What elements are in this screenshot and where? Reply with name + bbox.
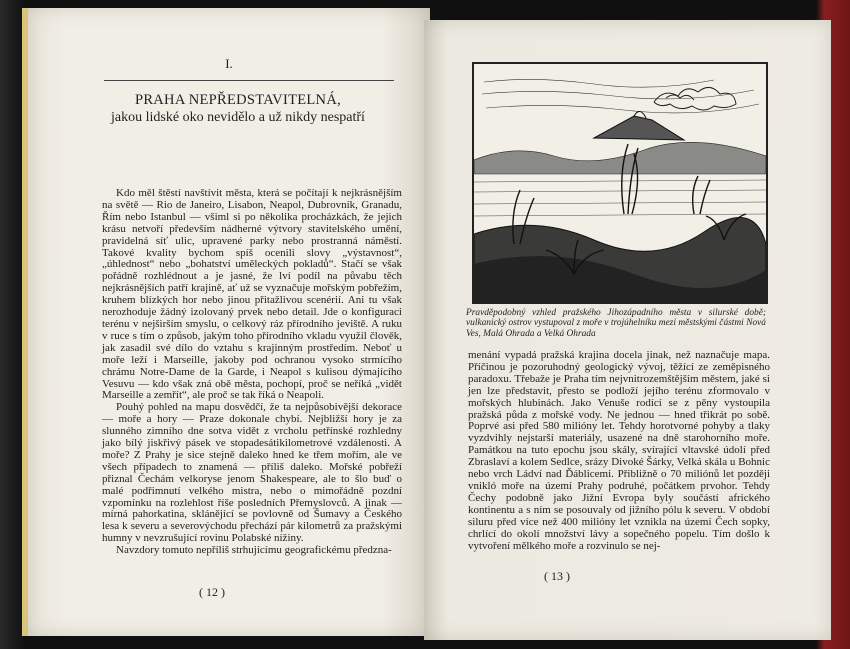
chapter-rule [104, 80, 394, 81]
page-number-right: ( 13 ) [544, 569, 570, 583]
paragraph: menání vypadá pražská krajina docela jinak, než naznačuje mapa. Příčinou je pozoruhodný geologický vývoj, těžící ze zeměpisného paradoxu. Třebaže je Praha tím nejvnitrozemštějším městem, jaké si jen lze představit, přesto se podloží jejího terénu zformovalo v mořských hlubinách. Jako Venuše rodící se z pěny vystoupila pražská půda z mořské vody. Ne jednou — hned třikrát po sobě. Poprvé asi před 580 milióny let. Tehdy horotvorné pohyby a tlaky vyzdvihly nejstarší materiály, usazené na dně starohorního moře. Památkou na tuto epochu jsou skály, svírající vltavské údolí před Zbraslaví a kolem Sedlce, srázy Divoké Šárky, Velká skála u Bohnic nebo vrch Ládví nad Ďáblicemi. Přibližně o 70 miliónů let později vnikló moře na území Prahy podruhé, počátkem prvohor. Tehdy Čechy podobně jako Jižní Evropa byly součástí afrického kontinentu a s ním se posouvaly od jižního pólu k severu. V období siluru před více než 400 milióny let vznikla na území Čech sopky, chrlící do okolí množství lávy a sopečného popelu. Tím došlo k vytvoření mělkého moře a rozvinulo se nej- [468, 349, 770, 552]
right-body-text [468, 350, 770, 552]
paragraph: Kdo měl štěstí navštívit města, která se počítají k nejkrásnějším na světě — Rio de Janeiro, Lisabon, Neapol, Dubrovník, Granadu, Řím nebo Istanbul — všiml si po několika procházkách, že jejich krásu netvoří především nádherné výtvory stavitelského umění, pravidelná síť ulic, upravené parky nebo prostranná náměstí. Takové kvality bychom spíš ocenili slovy „výstavnost“, „úhlednost“ nebo „bohatství uměleckých pokladů“. Stačí se však pořádně rozhlédnout a je jasné, že lví podíl na půvabu těch nejkrásnějších patří krajině, ať už se vyznačuje mořským pobřežím, kruhem blízkých hor nebo jinou přitažlivou scenérií. Ani tu však nerozhoduje žádný izolovaný prvek nebo detail. Jde o konfiguraci terénu v nejširším smyslu, o celkový ráz přírodního jeviště. A ruku v ruce s tím o způsob, jakým toho přírodního vkladu využil člověk, jak zasadil své dílo do vztahu s krajinným prostředím. Neboť u moře leží i Marseille, jakoby pod ochranou vysoko strmícího chrámu Notre-Dame de la Garde, i Neapol s kulisou dýmajícího Vesuvu — kdo však zná obě města, pochopí, proč se neříká „vidět Marseille a zemřít“, ale proč se tak říká o Neapoli. [102, 187, 402, 402]
left-body-text [102, 188, 402, 557]
paragraph: Pouhý pohled na mapu dosvědčí, že ta nejpůsobivější dekorace — moře a hory — Praze dokonale chybí. Nejbližší hory je za slunného zimního dne sotva vidět z vrcholu petřínské rozhledny jako bílý jiskřivý pásek ve stopadesátikilometrové vzdálenosti. A moře? Z Prahy je sice stejně daleko hned ke třem mořím, ale ve všech případech to znamená — příliš daleko. Mořské pobřeží přiznal Čechám velkoryse jenom Shakespeare, ale to šlo buď o malé podřimnutí velkého mistra, nebo o mimořádně pozdní vzpomínku na rozlehlost říše posledních Přemyslovců. A jinak — mírná pahorkatina, sklánějící se povlovně od Šumavy a Českého lesa k severu a severovýchodu přechází pár kilometrů za pražskými humny v nevzrušující rovinu Polabské nížiny. [102, 401, 402, 545]
page-number-left: ( 12 ) [199, 585, 225, 599]
volcanic-island-illustration [472, 62, 768, 304]
paragraph: Navzdory tomuto nepříliš strhujícímu geografickému předzna- [116, 544, 392, 557]
left-page [22, 8, 430, 636]
chapter-number: I. [225, 56, 233, 71]
landscape-drawing [474, 64, 766, 302]
chapter-subtitle: jakou lidské oko nevidělo a už nikdy nespatří [111, 110, 365, 125]
illustration-caption: Pravděpodobný vzhled pražského Jihozápadního města v silurské době; vulkanický ostrov vystupoval z moře v trojúhelníku mezi městskými částmi Nová Ves, Malá Ohrada a Velká Ohrada [466, 308, 766, 339]
right-page [424, 20, 831, 640]
chapter-title: PRAHA NEPŘEDSTAVITELNÁ, [134, 92, 342, 108]
